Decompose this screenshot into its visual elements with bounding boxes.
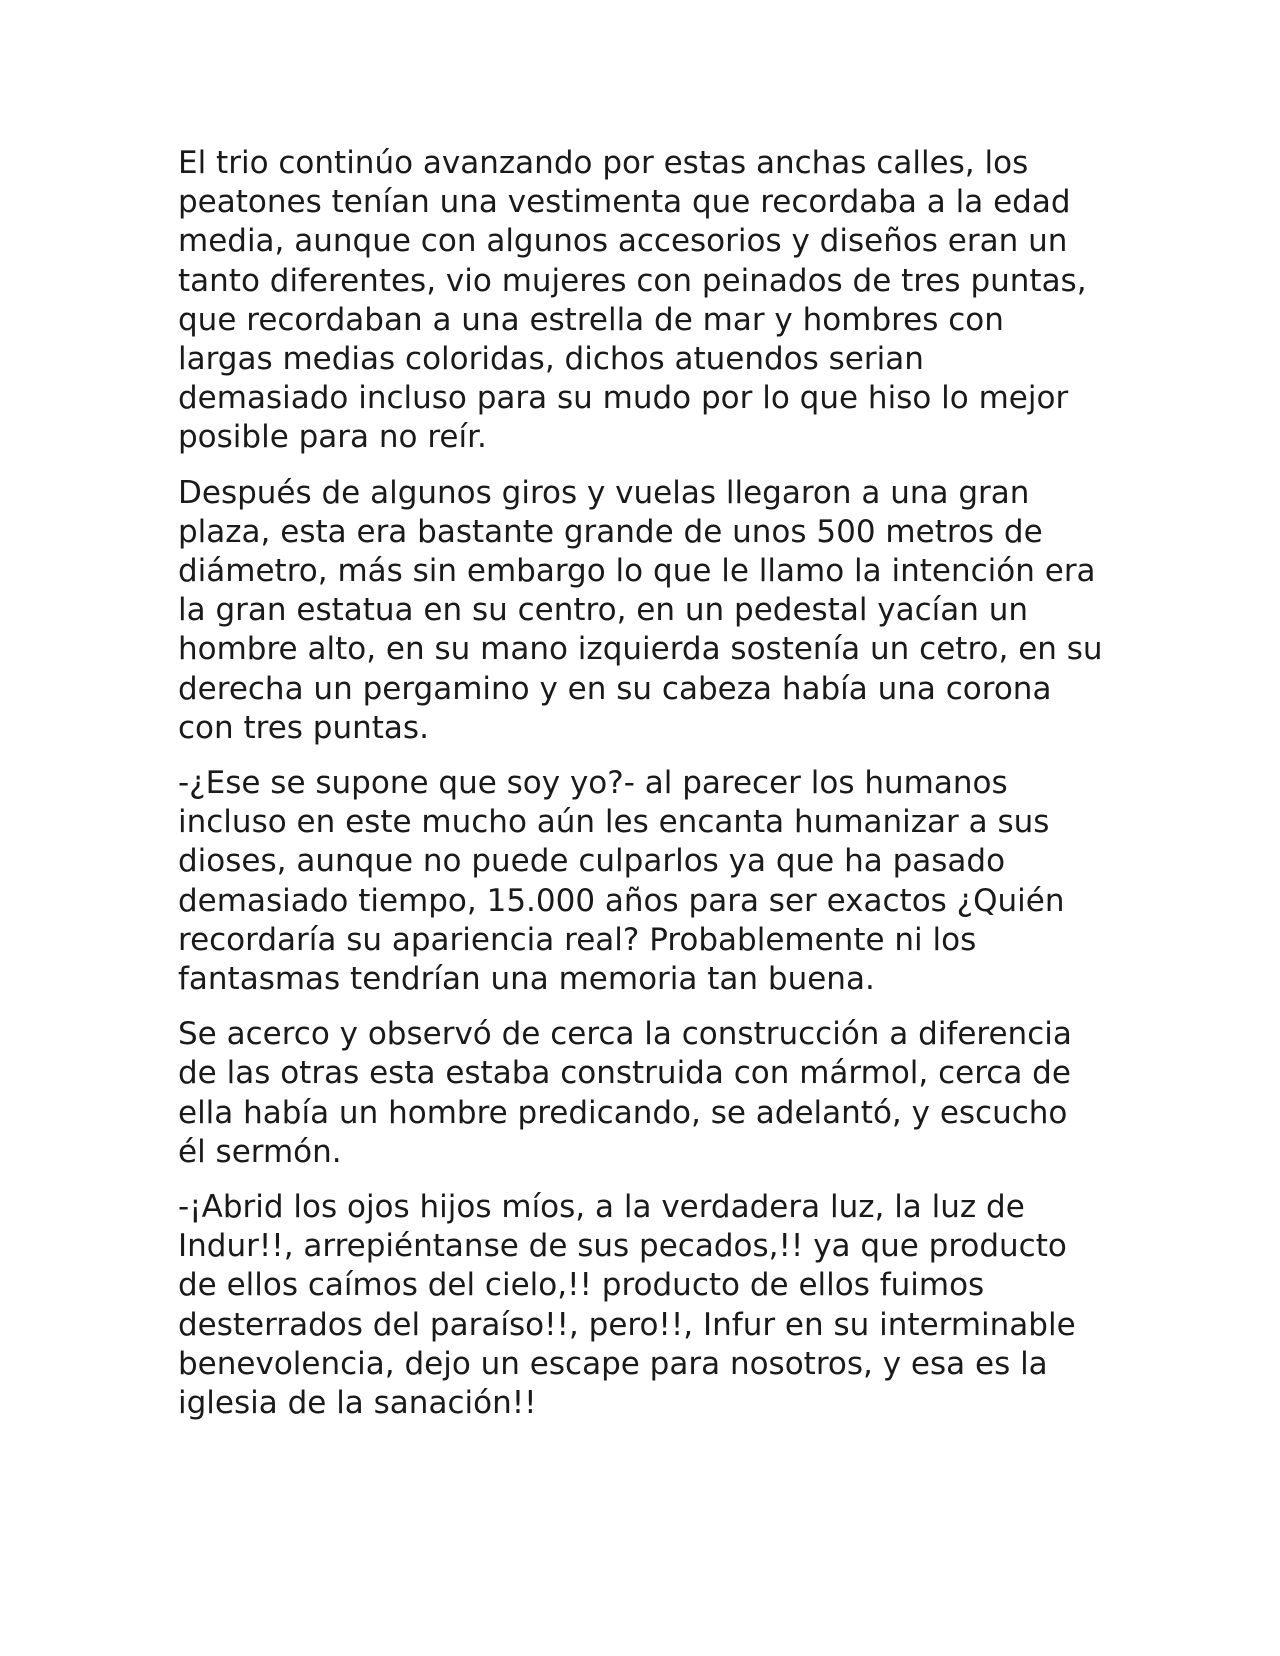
paragraph: Se acerco y observó de cerca la construcción a diferencia de las otras esta estaba construida con mármol, cerca de ella había un hombre predicando, se adelantó, y escucho él sermón. (178, 1016, 1072, 1170)
paragraph: El trio continúo avanzando por estas anchas calles, los peatones tenían una vestimenta que recordaba a la edad media, aunque con algunos accesorios y diseños eran un tanto diferentes, vio mujeres con peinados de tres puntas, que recordaban a una estrella de mar y hombres con largas medias coloridas, dichos atuendos serian demasiado incluso para su mudo por lo que hiso lo mejor posible para no reír. (178, 145, 1087, 456)
paragraph: -¿Ese se supone que soy yo?- al parecer los humanos incluso en este mucho aún les encanta humanizar a sus dioses, aunque no puede culparlos ya que ha pasado demasiado tiempo, 15.000 años para ser exactos ¿Quién recordaría su apariencia real? Probablemente ni los fantasmas tendrían una memoria tan buena. (178, 765, 1065, 998)
document-body (178, 144, 1103, 1423)
paragraph: -¡Abrid los ojos hijos míos, a la verdadera luz, la luz de Indur!!, arrepiéntanse de sus pecados,!! ya que producto de ellos caímos del cielo,!! producto de ellos fuimos desterrados del paraíso!!, pero!!, Infur en su interminable benevolencia, dejo un escape para nosotros, y esa es la iglesia de la sanación!! (178, 1189, 1076, 1422)
paragraph: Después de algunos giros y vuelas llegaron a una gran plaza, esta era bastante grande de unos 500 metros de diámetro, más sin embargo lo que le llamo la intención era la gran estatua en su centro, en un pedestal yacían un hombre alto, en su mano izquierda sostenía un cetro, en su derecha un pergamino y en su cabeza había una corona con tres puntas. (178, 474, 1103, 746)
